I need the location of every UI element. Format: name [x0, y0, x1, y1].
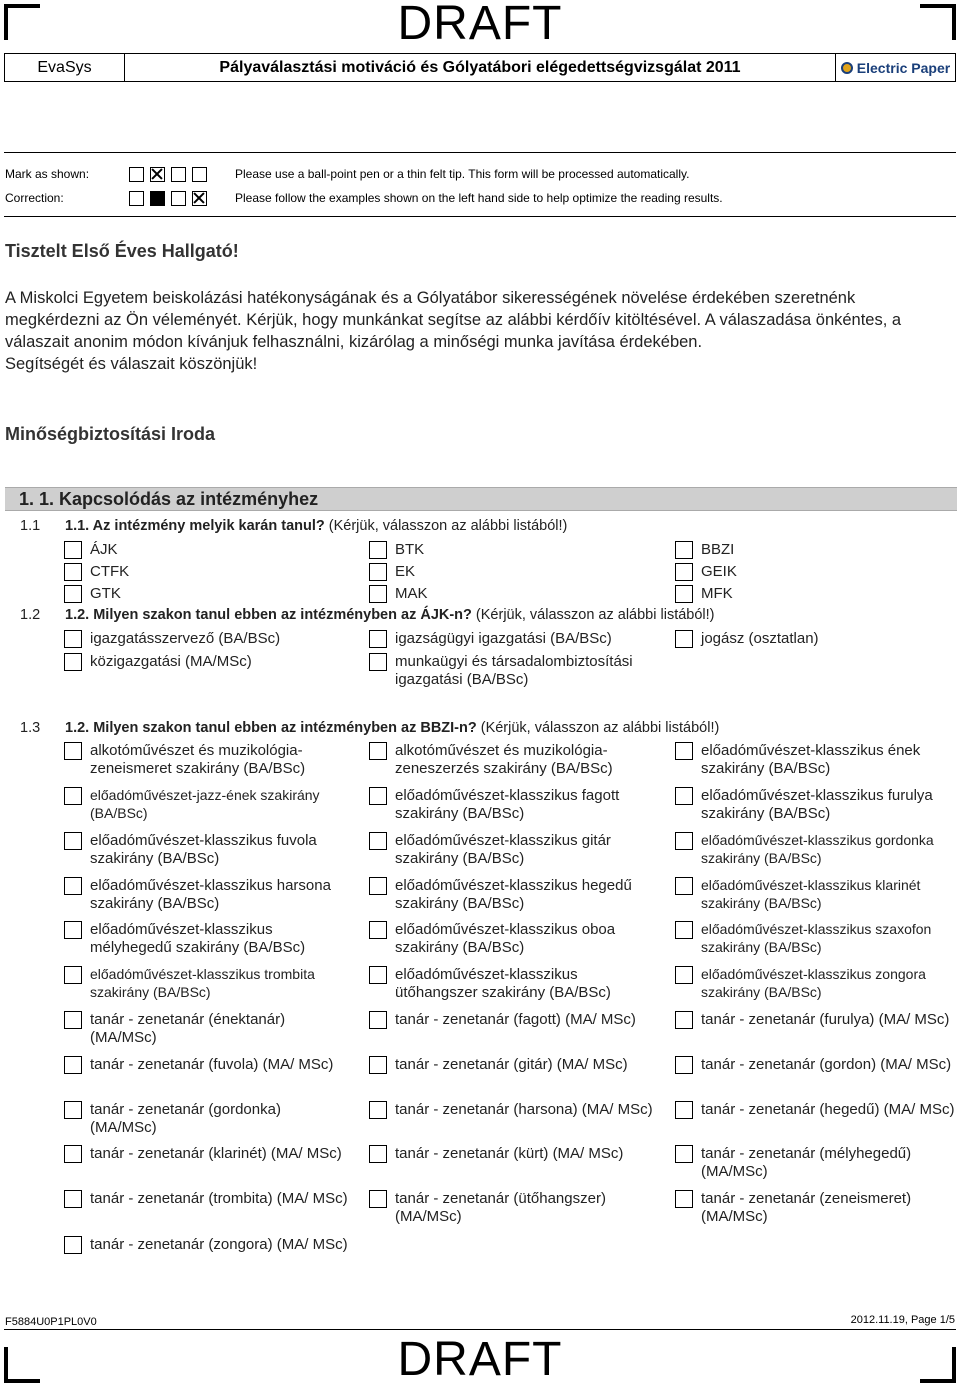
question-title: 1.2. Milyen szakon tanul ebben az intézményben az BBZI-n?: [65, 720, 477, 736]
checkbox[interactable]: [369, 1011, 387, 1029]
option-label: tanár - zenetanár (hegedű) (MA/ MSc): [701, 1101, 955, 1118]
option-item[interactable]: [64, 921, 350, 956]
option-label: CTFK: [90, 563, 130, 580]
option-label: előadóművészet-klasszikus klarinét szakirány (BA/BSc): [701, 877, 921, 911]
option-label: előadóművészet-klasszikus ütőhangszer szakirány (BA/BSc): [395, 966, 611, 1001]
form-header: [4, 53, 956, 82]
option-item[interactable]: [369, 1056, 645, 1074]
checkbox[interactable]: [675, 1145, 693, 1163]
option-label: alkotóművészet és muzikológia-zeneszerzés szakirány (BA/BSc): [395, 742, 613, 777]
option-item[interactable]: [64, 787, 350, 822]
option-label: előadóművészet-klasszikus mélyhegedű szakirány (BA/BSc): [90, 921, 306, 956]
empty-box-icon: [129, 167, 144, 182]
option-label: BTK: [395, 541, 425, 558]
option-label: igazgatásszervező (BA/BSc): [90, 630, 281, 647]
option-item[interactable]: [64, 653, 355, 671]
option-item[interactable]: [369, 563, 660, 581]
option-item[interactable]: [369, 653, 650, 688]
option-label: előadóművészet-klasszikus hegedű szakirány (BA/BSc): [395, 877, 632, 912]
option-item[interactable]: [64, 1145, 350, 1163]
checkbox[interactable]: [675, 877, 693, 895]
checkbox[interactable]: [675, 630, 693, 648]
checkbox[interactable]: [675, 563, 693, 581]
checkbox[interactable]: [64, 1101, 82, 1119]
correction-text: Please follow the examples shown on the left hand side to help optimize the reading results.: [235, 191, 723, 205]
question-text: [65, 607, 715, 623]
option-label: előadóművészet-klasszikus gitár szakirány (BA/BSc): [395, 832, 611, 867]
option-item[interactable]: [64, 585, 355, 603]
option-label: előadóművészet-klasszikus fuvola szakirány (BA/BSc): [90, 832, 317, 867]
question-number: 1.2: [20, 607, 41, 623]
checkbox[interactable]: [64, 787, 82, 805]
question-text: [65, 518, 567, 534]
option-label: tanár - zenetanár (mélyhegedű) (MA/MSc): [701, 1145, 912, 1180]
option-label: tanár - zenetanár (énektanár) (MA/MSc): [90, 1011, 286, 1046]
option-item[interactable]: [369, 832, 655, 867]
option-item[interactable]: [675, 541, 960, 559]
option-label: tanár - zenetanár (furulya) (MA/ MSc): [701, 1011, 950, 1028]
checkbox[interactable]: [369, 630, 387, 648]
option-item[interactable]: [64, 1236, 350, 1254]
checkbox[interactable]: [369, 1190, 387, 1208]
option-label: közigazgatási (MA/MSc): [90, 653, 252, 670]
option-label: tanár - zenetanár (klarinét) (MA/ MSc): [90, 1145, 342, 1162]
question-hint: (Kérjük, válasszon az alábbi listából!): [476, 720, 720, 736]
option-item[interactable]: [64, 1056, 340, 1074]
option-label: előadóművészet-jazz-ének szakirány (BA/BSc): [90, 787, 320, 821]
logo-text: Electric Paper: [856, 59, 951, 76]
option-item[interactable]: [675, 742, 960, 777]
option-label: munkaügyi és társadalombiztosítási igazgatási (BA/BSc): [395, 653, 633, 688]
checkbox[interactable]: [64, 742, 82, 760]
option-item[interactable]: [369, 585, 660, 603]
question-title: 1.1. Az intézmény melyik karán tanul?: [65, 518, 325, 534]
option-label: tanár - zenetanár (fagott) (MA/ MSc): [395, 1011, 636, 1028]
checkbox[interactable]: [64, 563, 82, 581]
option-item[interactable]: [64, 1011, 350, 1046]
option-item[interactable]: [369, 1190, 655, 1225]
checkbox[interactable]: [675, 1011, 693, 1029]
option-label: előadóművészet-klasszikus harsona szakirány (BA/BSc): [90, 877, 331, 912]
checkbox[interactable]: [369, 966, 387, 984]
checkbox[interactable]: [369, 541, 387, 559]
option-item[interactable]: [675, 1190, 960, 1225]
mark-as-shown-label: Mark as shown:: [5, 167, 90, 181]
option-label: tanár - zenetanár (harsona) (MA/ MSc): [395, 1101, 653, 1118]
checkbox[interactable]: [64, 585, 82, 603]
option-item[interactable]: [64, 563, 355, 581]
checkbox[interactable]: [675, 787, 693, 805]
checkbox[interactable]: [64, 832, 82, 850]
option-item[interactable]: [369, 877, 655, 912]
question-text: [65, 720, 719, 736]
option-item[interactable]: [675, 1011, 951, 1029]
option-label: GTK: [90, 585, 121, 602]
checkbox[interactable]: [64, 630, 82, 648]
option-label: tanár - zenetanár (gordonka) (MA/MSc): [90, 1101, 281, 1136]
filled-box-icon: [150, 191, 165, 206]
option-label: MAK: [395, 585, 428, 602]
option-item[interactable]: [64, 832, 350, 867]
option-label: előadóművészet-klasszikus oboa szakirány (BA/BSc): [395, 921, 616, 956]
correction-example-boxes: [129, 191, 229, 206]
option-item[interactable]: [675, 563, 960, 581]
option-item[interactable]: [64, 742, 350, 777]
option-label: ÁJK: [90, 541, 118, 558]
option-item[interactable]: [369, 1145, 645, 1163]
empty-box-icon: [171, 167, 186, 182]
checkbox[interactable]: [369, 787, 387, 805]
option-label: előadóművészet-klasszikus gordonka szakirány (BA/BSc): [701, 832, 934, 866]
option-label: EK: [395, 563, 416, 580]
option-item[interactable]: [675, 921, 960, 956]
option-label: tanár - zenetanár (gitár) (MA/ MSc): [395, 1056, 628, 1073]
date-and-page: 2012.11.19, Page 1/5: [850, 1314, 955, 1326]
checkbox[interactable]: [675, 921, 693, 939]
checkbox[interactable]: [64, 877, 82, 895]
checkbox[interactable]: [369, 585, 387, 603]
option-item[interactable]: [369, 1101, 655, 1119]
empty-box-icon: [171, 191, 186, 206]
crossed-box-icon: [150, 167, 165, 182]
checkbox[interactable]: [64, 1011, 82, 1029]
option-item[interactable]: [369, 1011, 645, 1029]
checkbox[interactable]: [369, 832, 387, 850]
option-label: tanár - zenetanár (zeneismeret) (MA/MSc): [701, 1190, 912, 1225]
checkbox[interactable]: [675, 541, 693, 559]
option-label: tanár - zenetanár (ütőhangszer) (MA/MSc): [395, 1190, 606, 1225]
option-item[interactable]: [369, 541, 660, 559]
intro-paragraph: A Miskolci Egyetem beiskolázási hatékonyságának és a Gólyatábor sikerességének növelése érdekében szeretnénk megkérdezni az Ön véleményét. Kérjük, hogy munkánkat segítse az alábbi kérdőív kitöltésével. A válaszadása önkéntes, a válaszait anonim módon kívánjuk felhasználni, kizárólag a minőségi munka javítása érdekében.: [5, 289, 902, 351]
checkbox[interactable]: [64, 921, 82, 939]
option-item[interactable]: [675, 877, 960, 912]
option-label: alkotóművészet és muzikológia-zeneismeret szakirány (BA/BSc): [90, 742, 306, 777]
signature: Minőségbiztosítási Iroda: [5, 424, 216, 444]
section-header: 1. 1. Kapcsolódás az intézményhez: [5, 487, 957, 511]
question-number: 1.1: [20, 518, 41, 534]
checkbox[interactable]: [675, 966, 693, 984]
checkbox[interactable]: [64, 541, 82, 559]
form-id: F5884U0P1PL0V0: [5, 1316, 97, 1328]
option-label: GEIK: [701, 563, 737, 580]
option-item[interactable]: [64, 630, 355, 648]
checkbox[interactable]: [675, 742, 693, 760]
option-item[interactable]: [675, 832, 960, 867]
correction-label: Correction:: [5, 191, 64, 205]
option-label: előadóművészet-klasszikus zongora szakirány (BA/BSc): [701, 966, 926, 1000]
option-item[interactable]: [675, 1056, 960, 1074]
option-item[interactable]: [64, 966, 350, 1001]
option-label: BBZI: [701, 541, 735, 558]
checkbox[interactable]: [64, 1236, 82, 1254]
intro-thanks: Segítségét és válaszait köszönjük!: [5, 355, 258, 373]
checkbox[interactable]: [64, 966, 82, 984]
question-title: 1.2. Milyen szakon tanul ebben az intézményben az ÁJK-n?: [65, 607, 472, 623]
checkbox[interactable]: [64, 653, 82, 671]
crossed-box-icon: [192, 191, 207, 206]
mark-as-shown-text: Please use a ball-point pen or a thin felt tip. This form will be processed automatically.: [235, 167, 690, 181]
question-number: 1.3: [20, 720, 41, 736]
empty-box-icon: [129, 191, 144, 206]
option-label: tanár - zenetanár (zongora) (MA/ MSc): [90, 1236, 348, 1253]
option-item[interactable]: [675, 787, 960, 822]
checkbox[interactable]: [369, 563, 387, 581]
option-item[interactable]: [64, 1190, 350, 1208]
intro-text: [5, 287, 950, 375]
option-item[interactable]: [369, 921, 655, 956]
option-label: tanár - zenetanár (gordon) (MA/ MSc): [701, 1056, 952, 1073]
option-item[interactable]: [675, 1101, 960, 1119]
form-title: Pályaválasztási motiváció és Gólyatábori elégedettségvizsgálat 2011: [219, 58, 741, 76]
checkbox[interactable]: [675, 1190, 693, 1208]
correction-row: [5, 189, 723, 207]
option-label: előadóművészet-klasszikus szaxofon szakirány (BA/BSc): [701, 921, 932, 955]
draft-watermark-top: DRAFT: [397, 0, 563, 50]
option-label: előadóművészet-klasszikus fagott szakirány (BA/BSc): [395, 787, 620, 822]
question-hint: (Kérjük, válasszon az alábbi listából!): [324, 518, 568, 534]
question-hint: (Kérjük, válasszon az alábbi listából!): [471, 607, 715, 623]
checkbox[interactable]: [369, 921, 387, 939]
checkbox[interactable]: [369, 1056, 387, 1074]
checkbox[interactable]: [369, 653, 387, 671]
option-item[interactable]: [64, 877, 350, 912]
greeting: Tisztelt Első Éves Hallgató!: [5, 241, 239, 261]
option-item[interactable]: [64, 541, 355, 559]
option-item[interactable]: [675, 966, 960, 1001]
option-item[interactable]: [675, 1145, 960, 1180]
option-label: tanár - zenetanár (kürt) (MA/ MSc): [395, 1145, 624, 1162]
draft-watermark-bottom: DRAFT: [397, 1333, 563, 1386]
option-label: tanár - zenetanár (trombita) (MA/ MSc): [90, 1190, 348, 1207]
option-label: előadóművészet-klasszikus trombita szakirány (BA/BSc): [90, 966, 315, 1000]
option-item[interactable]: [675, 630, 960, 648]
option-item[interactable]: [369, 787, 655, 822]
checkbox[interactable]: [675, 1101, 693, 1119]
option-item[interactable]: [64, 1101, 340, 1136]
option-label: előadóművészet-klasszikus ének szakirány (BA/BSc): [701, 742, 921, 777]
option-label: igazságügyi igazgatási (BA/BSc): [395, 630, 612, 647]
divider: [4, 152, 956, 153]
checkbox[interactable]: [64, 1056, 82, 1074]
option-label: előadóművészet-klasszikus furulya szakirány (BA/BSc): [701, 787, 933, 822]
footer-divider: [4, 1329, 956, 1330]
mark-as-shown-row: [5, 165, 689, 183]
vendor-logo: [835, 54, 955, 81]
checkbox[interactable]: [369, 877, 387, 895]
option-label: jogász (osztatlan): [701, 630, 819, 647]
header-system-name: EvaSys: [5, 54, 125, 81]
option-label: tanár - zenetanár (fuvola) (MA/ MSc): [90, 1056, 334, 1073]
option-label: MFK: [701, 585, 733, 602]
option-item[interactable]: [369, 742, 655, 777]
checkbox[interactable]: [369, 1101, 387, 1119]
checkbox[interactable]: [675, 832, 693, 850]
checkbox[interactable]: [64, 1190, 82, 1208]
checkbox[interactable]: [675, 1056, 693, 1074]
empty-box-icon: [192, 167, 207, 182]
checkbox[interactable]: [369, 1145, 387, 1163]
mark-example-boxes: [129, 167, 229, 182]
option-item[interactable]: [369, 630, 660, 648]
logo-icon: [841, 62, 853, 74]
option-item[interactable]: [369, 966, 655, 1001]
checkbox[interactable]: [675, 585, 693, 603]
checkbox[interactable]: [64, 1145, 82, 1163]
divider: [4, 216, 956, 217]
option-item[interactable]: [675, 585, 960, 603]
checkbox[interactable]: [369, 742, 387, 760]
